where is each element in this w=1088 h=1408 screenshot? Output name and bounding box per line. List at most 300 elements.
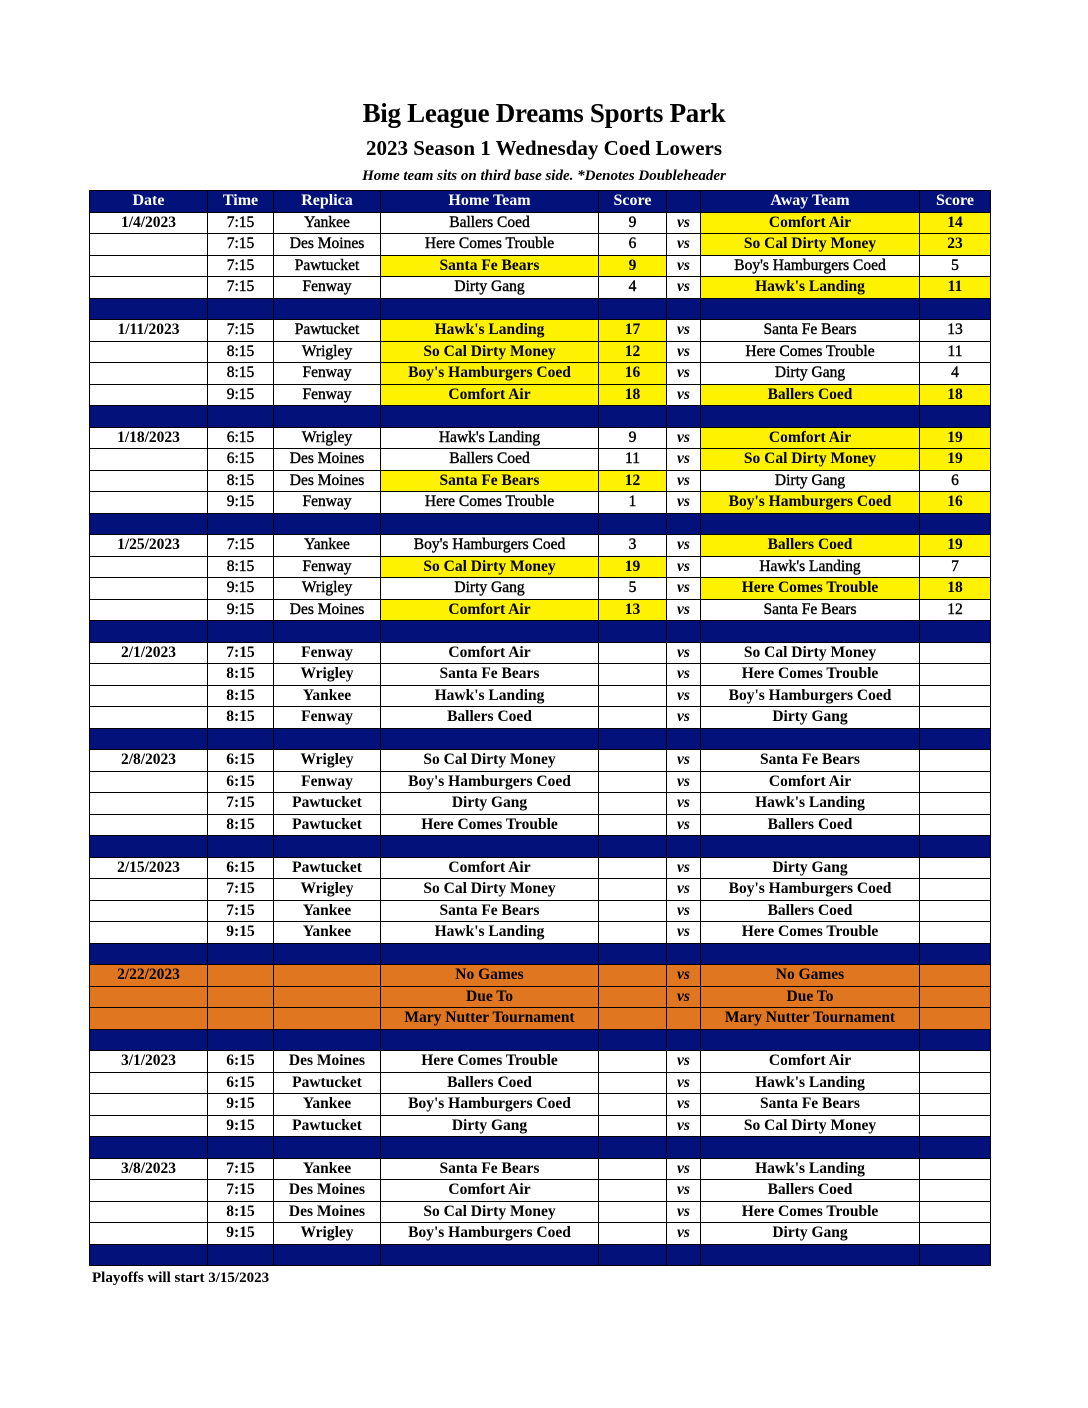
vs-cell: vs bbox=[667, 1158, 701, 1180]
separator-cell bbox=[701, 1244, 920, 1266]
home-score-cell bbox=[599, 750, 667, 772]
vs-cell: vs bbox=[667, 449, 701, 471]
date-cell bbox=[90, 599, 208, 621]
separator-cell bbox=[701, 728, 920, 750]
away-team-cell: Here Comes Trouble bbox=[701, 664, 920, 686]
away-score-cell: 18 bbox=[920, 578, 991, 600]
replica-cell: Fenway bbox=[274, 707, 381, 729]
away-score-cell: 16 bbox=[920, 492, 991, 514]
table-row bbox=[90, 363, 991, 385]
separator-cell bbox=[274, 621, 381, 643]
date-cell: 1/4/2023 bbox=[90, 212, 208, 234]
separator-cell bbox=[599, 1137, 667, 1159]
separator-cell bbox=[701, 513, 920, 535]
date-cell bbox=[90, 685, 208, 707]
away-score-cell bbox=[920, 707, 991, 729]
home-team-cell: Hawk's Landing bbox=[381, 320, 599, 342]
home-score-cell: 18 bbox=[599, 384, 667, 406]
table-row bbox=[90, 793, 991, 815]
separator-cell bbox=[381, 1137, 599, 1159]
away-team-cell: Here Comes Trouble bbox=[701, 1201, 920, 1223]
table-row bbox=[90, 599, 991, 621]
replica-cell: Des Moines bbox=[274, 449, 381, 471]
replica-cell: Wrigley bbox=[274, 578, 381, 600]
separator-cell bbox=[381, 406, 599, 428]
separator-cell bbox=[920, 1029, 991, 1051]
home-score-cell bbox=[599, 1158, 667, 1180]
no-games-row bbox=[90, 1008, 991, 1030]
away-team-cell: Dirty Gang bbox=[701, 363, 920, 385]
replica-cell: Wrigley bbox=[274, 879, 381, 901]
table-row bbox=[90, 212, 991, 234]
away-team-cell: Ballers Coed bbox=[701, 384, 920, 406]
home-team-cell: Comfort Air bbox=[381, 642, 599, 664]
away-team-cell: Boy's Hamburgers Coed bbox=[701, 685, 920, 707]
time-cell: 8:15 bbox=[208, 341, 274, 363]
away-team-cell: Dirty Gang bbox=[701, 1223, 920, 1245]
home-score-cell bbox=[599, 707, 667, 729]
separator-cell bbox=[274, 513, 381, 535]
table-row bbox=[90, 427, 991, 449]
separator-cell bbox=[667, 298, 701, 320]
replica-cell: Yankee bbox=[274, 1158, 381, 1180]
time-cell: 8:15 bbox=[208, 363, 274, 385]
table-row bbox=[90, 449, 991, 471]
away-team-cell: Hawk's Landing bbox=[701, 277, 920, 299]
date-cell bbox=[90, 771, 208, 793]
away-score-cell bbox=[920, 1115, 991, 1137]
time-cell: 8:15 bbox=[208, 664, 274, 686]
vs-cell: vs bbox=[667, 922, 701, 944]
date-cell: 3/1/2023 bbox=[90, 1051, 208, 1073]
home-team-cell: Boy's Hamburgers Coed bbox=[381, 363, 599, 385]
date-cell bbox=[90, 900, 208, 922]
home-team-cell: Ballers Coed bbox=[381, 212, 599, 234]
away-score-cell bbox=[920, 1072, 991, 1094]
vs-cell: vs bbox=[667, 900, 701, 922]
separator-cell bbox=[667, 728, 701, 750]
vs-cell: vs bbox=[667, 492, 701, 514]
time-cell: 9:15 bbox=[208, 578, 274, 600]
replica-cell: Wrigley bbox=[274, 750, 381, 772]
time-cell: 9:15 bbox=[208, 1094, 274, 1116]
table-row bbox=[90, 578, 991, 600]
separator-cell bbox=[920, 406, 991, 428]
vs-cell: vs bbox=[667, 427, 701, 449]
date-cell bbox=[90, 922, 208, 944]
replica-cell bbox=[274, 965, 381, 987]
date-cell bbox=[90, 1180, 208, 1202]
time-cell: 7:15 bbox=[208, 879, 274, 901]
away-team-cell: Comfort Air bbox=[701, 212, 920, 234]
date-cell bbox=[90, 578, 208, 600]
home-team-cell: Dirty Gang bbox=[381, 1115, 599, 1137]
away-score-cell: 18 bbox=[920, 384, 991, 406]
home-team-cell: Comfort Air bbox=[381, 599, 599, 621]
home-score-cell bbox=[599, 771, 667, 793]
separator-cell bbox=[381, 1244, 599, 1266]
replica-cell: Yankee bbox=[274, 535, 381, 557]
separator-cell bbox=[90, 1137, 208, 1159]
home-score-cell bbox=[599, 793, 667, 815]
replica-cell: Pawtucket bbox=[274, 255, 381, 277]
separator-cell bbox=[701, 836, 920, 858]
date-cell bbox=[90, 363, 208, 385]
date-cell bbox=[90, 255, 208, 277]
separator-cell bbox=[274, 1244, 381, 1266]
time-cell: 7:15 bbox=[208, 320, 274, 342]
separator-cell bbox=[90, 406, 208, 428]
separator-cell bbox=[274, 836, 381, 858]
table-row bbox=[90, 1051, 991, 1073]
vs-cell: vs bbox=[667, 384, 701, 406]
vs-cell: vs bbox=[667, 470, 701, 492]
vs-cell: vs bbox=[667, 255, 701, 277]
home-score-cell bbox=[599, 685, 667, 707]
home-team-cell: No Games bbox=[381, 965, 599, 987]
away-team-cell: Ballers Coed bbox=[701, 1180, 920, 1202]
time-cell: 8:15 bbox=[208, 707, 274, 729]
home-team-cell: Boy's Hamburgers Coed bbox=[381, 535, 599, 557]
vs-cell: vs bbox=[667, 277, 701, 299]
time-cell: 7:15 bbox=[208, 900, 274, 922]
date-cell: 2/1/2023 bbox=[90, 642, 208, 664]
vs-cell: vs bbox=[667, 599, 701, 621]
time-cell: 9:15 bbox=[208, 1223, 274, 1245]
home-team-cell: Mary Nutter Tournament bbox=[381, 1008, 599, 1030]
vs-cell: vs bbox=[667, 1180, 701, 1202]
separator-cell bbox=[599, 836, 667, 858]
home-team-cell: Hawk's Landing bbox=[381, 427, 599, 449]
replica-cell: Fenway bbox=[274, 492, 381, 514]
away-team-cell: Hawk's Landing bbox=[701, 793, 920, 815]
time-cell: 6:15 bbox=[208, 857, 274, 879]
week-separator bbox=[90, 513, 991, 535]
date-cell bbox=[90, 492, 208, 514]
separator-cell bbox=[90, 836, 208, 858]
separator-cell bbox=[208, 1137, 274, 1159]
replica-cell: Pawtucket bbox=[274, 1072, 381, 1094]
date-cell: 2/8/2023 bbox=[90, 750, 208, 772]
replica-cell: Yankee bbox=[274, 212, 381, 234]
table-row bbox=[90, 1180, 991, 1202]
home-score-cell bbox=[599, 664, 667, 686]
replica-cell: Des Moines bbox=[274, 1180, 381, 1202]
week-separator bbox=[90, 1137, 991, 1159]
replica-cell: Pawtucket bbox=[274, 1115, 381, 1137]
home-team-cell: Hawk's Landing bbox=[381, 685, 599, 707]
home-score-cell: 9 bbox=[599, 212, 667, 234]
away-team-cell: So Cal Dirty Money bbox=[701, 234, 920, 256]
vs-cell: vs bbox=[667, 685, 701, 707]
home-score-cell: 1 bbox=[599, 492, 667, 514]
time-cell: 7:15 bbox=[208, 1158, 274, 1180]
home-team-cell: Santa Fe Bears bbox=[381, 470, 599, 492]
date-cell: 1/11/2023 bbox=[90, 320, 208, 342]
away-score-cell bbox=[920, 1158, 991, 1180]
away-score-cell: 11 bbox=[920, 341, 991, 363]
col-date: Date bbox=[90, 191, 208, 213]
away-score-cell: 19 bbox=[920, 535, 991, 557]
separator-cell bbox=[599, 621, 667, 643]
time-cell: 8:15 bbox=[208, 1201, 274, 1223]
table-row bbox=[90, 900, 991, 922]
vs-cell: vs bbox=[667, 363, 701, 385]
table-row bbox=[90, 384, 991, 406]
vs-cell: vs bbox=[667, 1072, 701, 1094]
schedule-table bbox=[89, 190, 991, 1266]
replica-cell: Yankee bbox=[274, 685, 381, 707]
separator-cell bbox=[701, 1029, 920, 1051]
vs-cell: vs bbox=[667, 857, 701, 879]
date-cell bbox=[90, 814, 208, 836]
separator-cell bbox=[701, 406, 920, 428]
home-team-cell: Ballers Coed bbox=[381, 449, 599, 471]
away-team-cell: Here Comes Trouble bbox=[701, 341, 920, 363]
home-team-cell: Santa Fe Bears bbox=[381, 900, 599, 922]
separator-cell bbox=[208, 836, 274, 858]
home-score-cell bbox=[599, 1201, 667, 1223]
separator-cell bbox=[208, 621, 274, 643]
table-row bbox=[90, 664, 991, 686]
separator-cell bbox=[208, 406, 274, 428]
home-score-cell bbox=[599, 814, 667, 836]
time-cell: 7:15 bbox=[208, 793, 274, 815]
vs-cell: vs bbox=[667, 1115, 701, 1137]
replica-cell: Des Moines bbox=[274, 599, 381, 621]
separator-cell bbox=[599, 513, 667, 535]
separator-cell bbox=[920, 836, 991, 858]
vs-cell: vs bbox=[667, 750, 701, 772]
separator-cell bbox=[274, 1029, 381, 1051]
away-team-cell: Dirty Gang bbox=[701, 857, 920, 879]
date-cell bbox=[90, 277, 208, 299]
time-cell: 6:15 bbox=[208, 427, 274, 449]
separator-cell bbox=[208, 728, 274, 750]
separator-cell bbox=[90, 621, 208, 643]
table-row bbox=[90, 1115, 991, 1137]
date-cell bbox=[90, 793, 208, 815]
date-cell bbox=[90, 664, 208, 686]
separator-cell bbox=[90, 728, 208, 750]
date-cell: 2/15/2023 bbox=[90, 857, 208, 879]
home-score-cell bbox=[599, 642, 667, 664]
vs-cell: vs bbox=[667, 707, 701, 729]
away-team-cell: Mary Nutter Tournament bbox=[701, 1008, 920, 1030]
home-score-cell: 3 bbox=[599, 535, 667, 557]
away-score-cell bbox=[920, 664, 991, 686]
table-row bbox=[90, 556, 991, 578]
home-team-cell: Dirty Gang bbox=[381, 277, 599, 299]
vs-cell: vs bbox=[667, 664, 701, 686]
time-cell: 7:15 bbox=[208, 255, 274, 277]
away-team-cell: Santa Fe Bears bbox=[701, 599, 920, 621]
time-cell: 6:15 bbox=[208, 750, 274, 772]
date-cell bbox=[90, 1201, 208, 1223]
away-team-cell: Ballers Coed bbox=[701, 535, 920, 557]
time-cell: 8:15 bbox=[208, 470, 274, 492]
vs-cell: vs bbox=[667, 793, 701, 815]
no-games-row bbox=[90, 965, 991, 987]
time-cell: 7:15 bbox=[208, 212, 274, 234]
time-cell bbox=[208, 986, 274, 1008]
separator-cell bbox=[381, 621, 599, 643]
separator-cell bbox=[667, 1244, 701, 1266]
vs-cell: vs bbox=[667, 814, 701, 836]
vs-cell: vs bbox=[667, 234, 701, 256]
replica-cell: Fenway bbox=[274, 642, 381, 664]
separator-cell bbox=[920, 298, 991, 320]
separator-cell bbox=[667, 406, 701, 428]
separator-cell bbox=[667, 621, 701, 643]
date-cell bbox=[90, 1072, 208, 1094]
separator-cell bbox=[274, 1137, 381, 1159]
home-score-cell bbox=[599, 900, 667, 922]
time-cell: 7:15 bbox=[208, 535, 274, 557]
table-row bbox=[90, 685, 991, 707]
away-score-cell bbox=[920, 879, 991, 901]
away-score-cell bbox=[920, 771, 991, 793]
date-cell: 1/18/2023 bbox=[90, 427, 208, 449]
away-team-cell: Boy's Hamburgers Coed bbox=[701, 255, 920, 277]
separator-cell bbox=[920, 513, 991, 535]
no-games-row bbox=[90, 986, 991, 1008]
separator-cell bbox=[701, 298, 920, 320]
col-home-team: Home Team bbox=[381, 191, 599, 213]
separator-cell bbox=[381, 298, 599, 320]
home-score-cell: 19 bbox=[599, 556, 667, 578]
date-cell bbox=[90, 1115, 208, 1137]
away-score-cell bbox=[920, 986, 991, 1008]
away-score-cell: 7 bbox=[920, 556, 991, 578]
week-separator bbox=[90, 298, 991, 320]
away-team-cell: Dirty Gang bbox=[701, 470, 920, 492]
away-team-cell: Comfort Air bbox=[701, 427, 920, 449]
table-row bbox=[90, 857, 991, 879]
time-cell: 8:15 bbox=[208, 685, 274, 707]
replica-cell: Des Moines bbox=[274, 1051, 381, 1073]
table-row bbox=[90, 277, 991, 299]
date-cell bbox=[90, 384, 208, 406]
week-separator bbox=[90, 406, 991, 428]
table-row bbox=[90, 1094, 991, 1116]
home-team-cell: Boy's Hamburgers Coed bbox=[381, 771, 599, 793]
vs-cell: vs bbox=[667, 320, 701, 342]
replica-cell: Des Moines bbox=[274, 1201, 381, 1223]
date-cell bbox=[90, 234, 208, 256]
separator-cell bbox=[920, 943, 991, 965]
vs-cell: vs bbox=[667, 341, 701, 363]
separator-cell bbox=[90, 1244, 208, 1266]
away-team-cell: So Cal Dirty Money bbox=[701, 449, 920, 471]
date-cell bbox=[90, 470, 208, 492]
home-team-cell: So Cal Dirty Money bbox=[381, 556, 599, 578]
away-score-cell bbox=[920, 900, 991, 922]
home-score-cell: 17 bbox=[599, 320, 667, 342]
table-row bbox=[90, 1223, 991, 1245]
away-team-cell: Dirty Gang bbox=[701, 707, 920, 729]
separator-cell bbox=[667, 836, 701, 858]
date-cell bbox=[90, 1094, 208, 1116]
away-score-cell bbox=[920, 1094, 991, 1116]
away-team-cell: Comfort Air bbox=[701, 771, 920, 793]
home-team-cell: Comfort Air bbox=[381, 1180, 599, 1202]
col-vs bbox=[667, 191, 701, 213]
separator-cell bbox=[599, 1029, 667, 1051]
replica-cell: Wrigley bbox=[274, 664, 381, 686]
away-score-cell bbox=[920, 1223, 991, 1245]
date-cell bbox=[90, 556, 208, 578]
vs-cell bbox=[667, 1008, 701, 1030]
page-note: Home team sits on third base side. *Denotes Doubleheader bbox=[362, 168, 726, 184]
separator-cell bbox=[208, 1244, 274, 1266]
away-team-cell: Due To bbox=[701, 986, 920, 1008]
separator-cell bbox=[90, 298, 208, 320]
date-cell bbox=[90, 341, 208, 363]
home-score-cell bbox=[599, 1180, 667, 1202]
time-cell bbox=[208, 1008, 274, 1030]
away-score-cell: 19 bbox=[920, 427, 991, 449]
home-score-cell bbox=[599, 1223, 667, 1245]
away-score-cell bbox=[920, 793, 991, 815]
separator-cell bbox=[208, 943, 274, 965]
date-cell: 1/25/2023 bbox=[90, 535, 208, 557]
home-team-cell: Dirty Gang bbox=[381, 793, 599, 815]
separator-cell bbox=[920, 1244, 991, 1266]
home-team-cell: Boy's Hamburgers Coed bbox=[381, 1223, 599, 1245]
separator-cell bbox=[920, 621, 991, 643]
replica-cell: Yankee bbox=[274, 1094, 381, 1116]
away-team-cell: So Cal Dirty Money bbox=[701, 1115, 920, 1137]
away-team-cell: Hawk's Landing bbox=[701, 1158, 920, 1180]
date-cell bbox=[90, 986, 208, 1008]
time-cell: 7:15 bbox=[208, 277, 274, 299]
home-team-cell: Dirty Gang bbox=[381, 578, 599, 600]
home-score-cell: 9 bbox=[599, 255, 667, 277]
home-team-cell: Comfort Air bbox=[381, 384, 599, 406]
home-team-cell: Boy's Hamburgers Coed bbox=[381, 1094, 599, 1116]
separator-cell bbox=[701, 1137, 920, 1159]
replica-cell: Yankee bbox=[274, 922, 381, 944]
table-row bbox=[90, 750, 991, 772]
time-cell: 6:15 bbox=[208, 771, 274, 793]
table-row bbox=[90, 1072, 991, 1094]
away-score-cell bbox=[920, 814, 991, 836]
table-row bbox=[90, 341, 991, 363]
replica-cell: Fenway bbox=[274, 363, 381, 385]
replica-cell: Pawtucket bbox=[274, 793, 381, 815]
away-team-cell: No Games bbox=[701, 965, 920, 987]
replica-cell: Wrigley bbox=[274, 1223, 381, 1245]
away-score-cell bbox=[920, 1008, 991, 1030]
home-team-cell: Santa Fe Bears bbox=[381, 255, 599, 277]
home-score-cell bbox=[599, 1051, 667, 1073]
separator-cell bbox=[701, 621, 920, 643]
week-separator bbox=[90, 943, 991, 965]
home-team-cell: Here Comes Trouble bbox=[381, 492, 599, 514]
home-score-cell bbox=[599, 922, 667, 944]
time-cell: 6:15 bbox=[208, 1051, 274, 1073]
date-cell bbox=[90, 449, 208, 471]
separator-cell bbox=[599, 943, 667, 965]
away-team-cell: Here Comes Trouble bbox=[701, 578, 920, 600]
separator-cell bbox=[381, 836, 599, 858]
time-cell: 9:15 bbox=[208, 384, 274, 406]
time-cell: 7:15 bbox=[208, 1180, 274, 1202]
separator-cell bbox=[599, 1244, 667, 1266]
vs-cell: vs bbox=[667, 771, 701, 793]
home-score-cell bbox=[599, 1094, 667, 1116]
